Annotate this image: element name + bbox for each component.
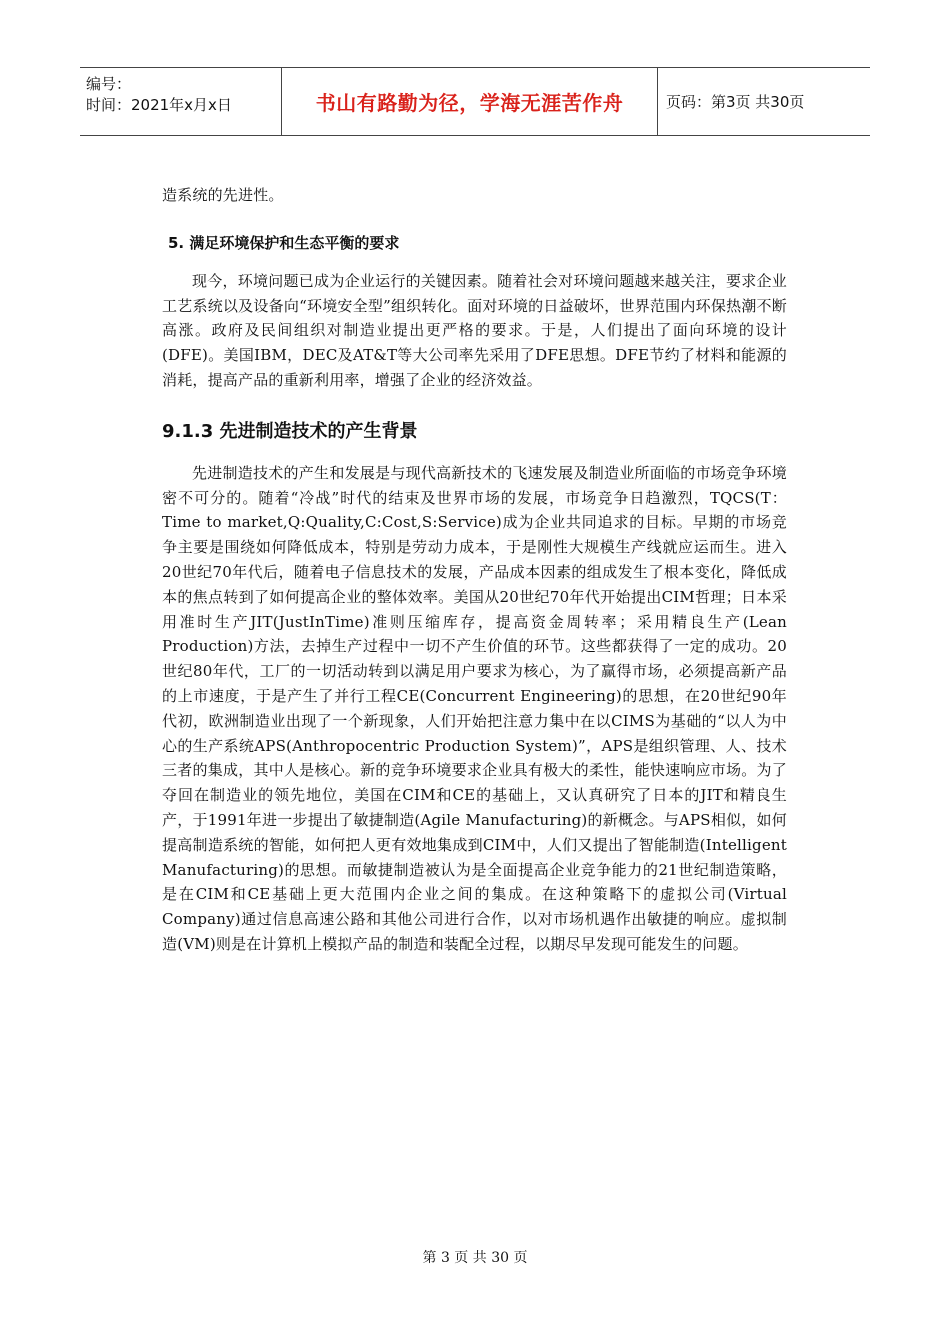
header-info-cell — [80, 68, 282, 135]
document-body — [162, 183, 787, 957]
page-footer — [0, 1247, 950, 1267]
header-motto-cell — [282, 68, 658, 135]
header-page-label: 页码：第3页 共30页 — [666, 93, 805, 111]
paragraph-environment: 现今，环境问题已成为企业运行的关键因素。随着社会对环境问题越来越关注，要求企业工艺系统以及设备向“环境安全型”组织转化。面对环境的日益破坏，世界范围内环保热潮不断高涨。政府及民间组织对制造业提出更严格的要求。于是，人们提出了面向环境的设计(DFE)。美国IBM，DEC及AT&T等大公司率先采用了DFE思想。DFE节约了材料和能源的消耗，提高产品的重新利用率，增强了企业的经济效益。 — [162, 271, 787, 389]
header-page-cell — [658, 68, 870, 135]
doc-date-label: 时间：2021年x月x日 — [86, 96, 232, 114]
doc-number-label: 编号： — [86, 75, 132, 93]
page-header — [80, 67, 870, 136]
paragraph-continuation: 造系统的先进性。 — [162, 186, 284, 204]
footer-page-number: 第 3 页 共 30 页 — [422, 1250, 528, 1266]
paragraph-background: 先进制造技术的产生和发展是与现代高新技术的飞速发展及制造业所面临的市场竞争环境密不可分的。随着“冷战”时代的结束及世界市场的发展，市场竞争日趋激烈，TQCS(T：Time to market,Q:Quality,C:Cost,S:Service)成为企业共同追求的目标。早期的市场竞争主要是围绕如何降低成本，特别是劳动力成本，于是刚性大规模生产线就应运而生。进入20世纪70年代后，随着电子信息技术的发展，产品成本因素的组成发生了根本变化，降低成本的焦点转到了如何提高企业的整体效率。美国从20世纪70年代开始提出CIM哲理；日本采用准时生产JIT(JustInTime)准则压缩库存，提高资金周转率；采用精良生产(Lean Production)方法，去掉生产过程中一切不产生价值的环节。这些都获得了一定的成功。20世纪80年代，工厂的一切活动转到以满足用户要求为核心，为了赢得市场，必须提高新产品的上市速度，于是产生了并行工程CE(Concurrent Engineering)的思想，在20世纪90年代初，欧洲制造业出现了一个新现象，人们开始把注意力集中在以CIMS为基础的“以人为中心的生产系统APS(Anthropocentric Production System)”，APS是组织管理、人、技术三者的集成，其中人是核心。新的竞争环境要求企业具有极大的柔性，能快速响应市场。为了夺回在制造业的领先地位，美国在CIM和CE的基础上，又认真研究了日本的JIT和精良生产，于1991年进一步提出了敏捷制造(Agile Manufacturing)的新概念。与APS相似，如何提高制造系统的智能，如何把人更有效地集成到CIM中，人们又提出了智能制造(Intelligent Manufacturing)的思想。而敏捷制造被认为是全面提高企业竞争能力的21世纪制造策略，是在CIM和CE基础上更大范围内企业之间的集成。在这种策略下的虚拟公司(Virtual Company)通过信息高速公路和其他公司进行合作，以对市场机遇作出敏捷的响应。虚拟制造(VM)则是在计算机上模拟产品的制造和装配全过程，以期尽早发现可能发生的问题。 — [162, 463, 787, 953]
header-motto: 书山有路勤为径，学海无涯苦作舟 — [315, 91, 624, 115]
section-heading: 9.1.3 先进制造技术的产生背景 — [162, 420, 418, 442]
subheading-environment: 5. 满足环境保护和生态平衡的要求 — [168, 233, 400, 252]
